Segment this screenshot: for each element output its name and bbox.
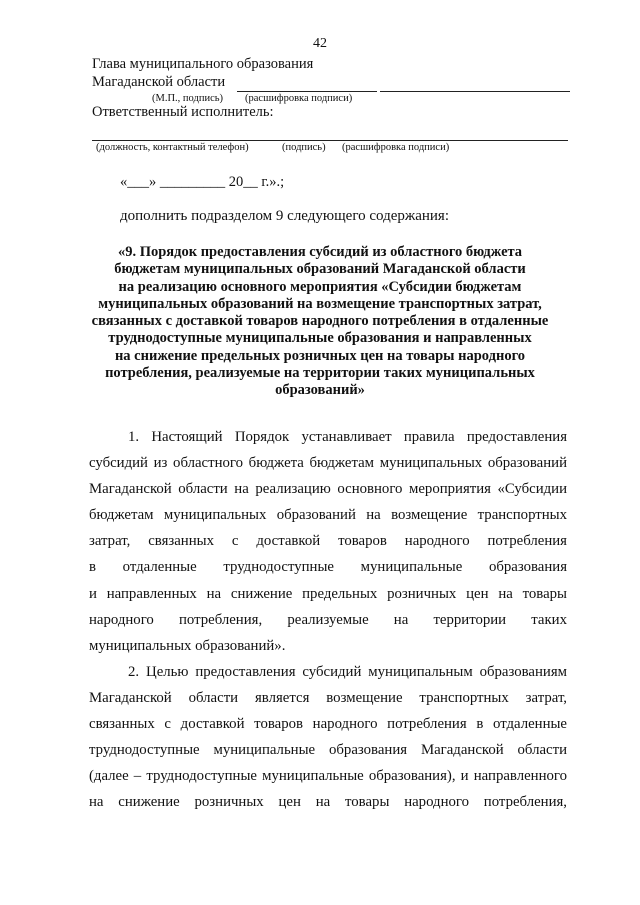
text-line: 1. Настоящий Порядок устанавливает правила предоставления <box>128 429 567 445</box>
head-signature-line <box>237 91 377 92</box>
head-decode-line <box>380 91 570 92</box>
text-line: и направленных на снижение предельных розничных цен на товары <box>89 585 567 602</box>
page-number: 42 <box>313 36 327 51</box>
text-line: в отдаленные труднодоступные муниципальные образования <box>89 559 567 576</box>
date-line: «___» _________ 20__ г.».; <box>120 174 285 190</box>
head-title-line1: Глава муниципального образования <box>92 56 314 72</box>
title-line: муниципальных образований на возмещение транспортных затрат, <box>98 295 542 312</box>
title-line: связанных с доставкой товаров народного потребления в отдаленные <box>91 313 549 330</box>
title-line: потребления, реализуемые на территории таких муниципальных <box>105 365 535 382</box>
text-line: труднодоступные муниципальные образования Магаданской области <box>89 742 567 759</box>
responsible-label: Ответственный исполнитель: <box>92 104 274 120</box>
title-line: бюджетам муниципальных образований Магаданской области <box>114 261 526 278</box>
text-line: затрат, связанных с доставкой товаров народного потребления <box>89 533 567 550</box>
responsible-line <box>92 140 568 141</box>
text-line: 2. Целью предоставления субсидий муниципальным образованиям <box>128 664 567 680</box>
section-title <box>80 244 560 400</box>
text-line: муниципальных образований». <box>89 637 286 654</box>
text-line: связанных с доставкой товаров народного потребления в отдаленные <box>89 716 567 733</box>
text-line: бюджетам муниципальных образований на возмещение транспортных <box>89 507 567 524</box>
head-caption-decode: (расшифровка подписи) <box>245 93 353 104</box>
title-line: образований» <box>275 382 365 399</box>
title-line: на снижение предельных розничных цен на товары народного <box>114 347 526 364</box>
text-line: субсидий из областного бюджета бюджетам муниципальных образований <box>89 455 567 472</box>
title-line: «9. Порядок предоставления субсидий из областного бюджета <box>117 244 523 260</box>
text-line: Магаданской области на реализацию основного мероприятия «Субсидии <box>89 481 567 498</box>
paragraph-2 <box>89 659 567 816</box>
text-line: на снижение розничных цен на товары народного потребления, <box>89 794 567 811</box>
text-line: народного потребления, реализуемые на территории таких <box>89 611 567 628</box>
resp-caption-sign: (подпись) <box>282 142 326 153</box>
intro-text: дополнить подразделом 9 следующего содержания: <box>120 208 450 224</box>
resp-caption-decode: (расшифровка подписи) <box>342 142 450 153</box>
resp-caption-position: (должность, контактный телефон) <box>96 142 249 153</box>
text-line: Магаданской области является возмещение транспортных затрат, <box>89 690 567 707</box>
text-line: (далее – труднодоступные муниципальные образования), и направленного <box>89 768 567 785</box>
head-caption-sign: (М.П., подпись) <box>152 93 224 104</box>
paragraph-1 <box>89 424 567 659</box>
head-title-line2: Магаданской области <box>92 74 226 90</box>
title-line: на реализацию основного мероприятия «Субсидии бюджетам <box>118 278 522 295</box>
title-line: труднодоступные муниципальные образования и направленных <box>108 330 532 347</box>
